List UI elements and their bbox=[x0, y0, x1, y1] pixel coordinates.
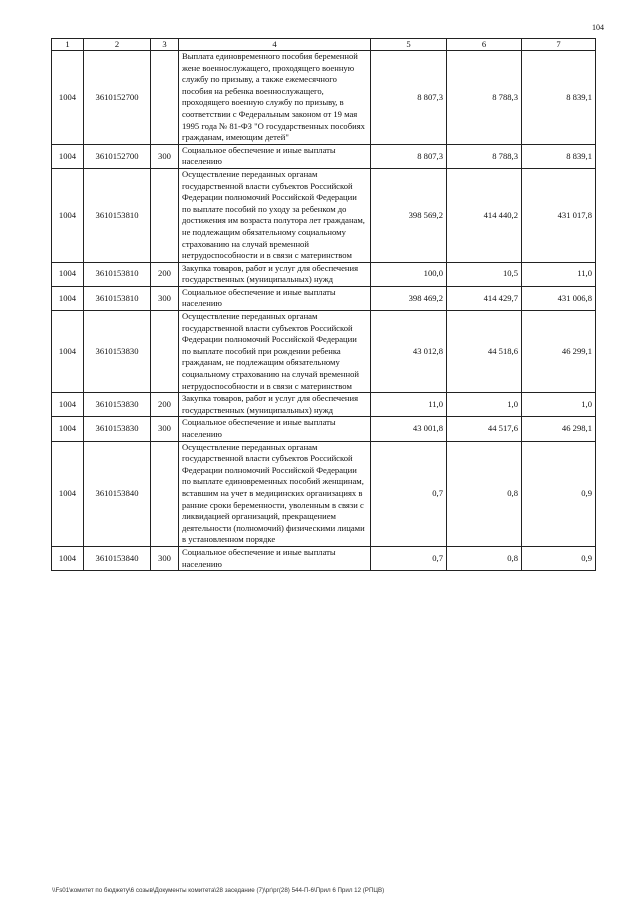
header-col-7: 7 bbox=[522, 39, 596, 51]
amount-year1-cell: 43 001,8 bbox=[371, 417, 447, 441]
table-header-row bbox=[52, 39, 596, 51]
header-col-6: 6 bbox=[447, 39, 522, 51]
table-row bbox=[52, 286, 596, 310]
header-col-3: 3 bbox=[151, 39, 179, 51]
amount-year2-cell: 8 788,3 bbox=[447, 144, 522, 168]
table-row bbox=[52, 168, 596, 262]
page-number: 104 bbox=[592, 23, 604, 32]
expense-type-cell: 300 bbox=[151, 417, 179, 441]
description-cell: Осуществление переданных органам государственной власти субъектов Российской Федерации полномочий Российской Федерации по выплате пособий по уходу за ребенком до достижения им возраста полутора лет гражданам, не подлежащим обязательному социальному страхованию на случай временной нетрудоспособности и в связи с материнством bbox=[179, 168, 371, 262]
target-item-cell: 3610153840 bbox=[84, 546, 151, 570]
target-item-cell: 3610153810 bbox=[84, 168, 151, 262]
table-row bbox=[52, 441, 596, 546]
amount-year3-cell: 8 839,1 bbox=[522, 51, 596, 145]
expense-type-cell bbox=[151, 168, 179, 262]
amount-year1-cell: 11,0 bbox=[371, 393, 447, 417]
amount-year3-cell: 0,9 bbox=[522, 546, 596, 570]
target-item-cell: 3610152700 bbox=[84, 144, 151, 168]
section-code-cell: 1004 bbox=[52, 168, 84, 262]
target-item-cell: 3610153830 bbox=[84, 417, 151, 441]
expense-type-cell bbox=[151, 51, 179, 145]
footer-file-path: \\Fs01\комитет по бюджету\6 созыв\Документы комитета\28 заседание (7)\рг\рг(28) 544-П-6\Прил 6 Прил 12 (РПЦВ) bbox=[52, 887, 385, 894]
section-code-cell: 1004 bbox=[52, 546, 84, 570]
header-col-1: 1 bbox=[52, 39, 84, 51]
amount-year2-cell: 0,8 bbox=[447, 546, 522, 570]
table-row bbox=[52, 51, 596, 145]
table-row bbox=[52, 262, 596, 286]
amount-year1-cell: 8 807,3 bbox=[371, 144, 447, 168]
description-cell: Закупка товаров, работ и услуг для обеспечения государственных (муниципальных) нужд bbox=[179, 393, 371, 417]
target-item-cell: 3610152700 bbox=[84, 51, 151, 145]
description-cell: Социальное обеспечение и иные выплаты населению bbox=[179, 144, 371, 168]
header-col-4: 4 bbox=[179, 39, 371, 51]
table-row bbox=[52, 546, 596, 570]
amount-year1-cell: 398 569,2 bbox=[371, 168, 447, 262]
amount-year3-cell: 8 839,1 bbox=[522, 144, 596, 168]
expense-type-cell: 200 bbox=[151, 393, 179, 417]
amount-year1-cell: 0,7 bbox=[371, 441, 447, 546]
amount-year3-cell: 431 017,8 bbox=[522, 168, 596, 262]
expense-type-cell bbox=[151, 311, 179, 393]
section-code-cell: 1004 bbox=[52, 311, 84, 393]
description-cell: Социальное обеспечение и иные выплаты населению bbox=[179, 286, 371, 310]
amount-year3-cell: 431 006,8 bbox=[522, 286, 596, 310]
target-item-cell: 3610153830 bbox=[84, 393, 151, 417]
section-code-cell: 1004 bbox=[52, 51, 84, 145]
table-row bbox=[52, 393, 596, 417]
description-cell: Осуществление переданных органам государственной власти субъектов Российской Федерации полномочий Российской Федерации по выплате единовременных пособий женщинам, вставшим на учет в медицинских организациях в ранние сроки беременности, уволенным в связи с ликвидацией организаций, прекращением деятельности (полномочий) физическими лицами в установленном порядке bbox=[179, 441, 371, 546]
description-cell: Закупка товаров, работ и услуг для обеспечения государственных (муниципальных) нужд bbox=[179, 262, 371, 286]
amount-year3-cell: 1,0 bbox=[522, 393, 596, 417]
section-code-cell: 1004 bbox=[52, 262, 84, 286]
target-item-cell: 3610153810 bbox=[84, 286, 151, 310]
amount-year2-cell: 44 518,6 bbox=[447, 311, 522, 393]
target-item-cell: 3610153840 bbox=[84, 441, 151, 546]
expense-type-cell bbox=[151, 441, 179, 546]
amount-year2-cell: 44 517,6 bbox=[447, 417, 522, 441]
amount-year1-cell: 43 012,8 bbox=[371, 311, 447, 393]
table-row bbox=[52, 311, 596, 393]
amount-year2-cell: 1,0 bbox=[447, 393, 522, 417]
section-code-cell: 1004 bbox=[52, 441, 84, 546]
budget-table bbox=[51, 38, 596, 571]
table-row bbox=[52, 417, 596, 441]
amount-year3-cell: 0,9 bbox=[522, 441, 596, 546]
amount-year2-cell: 8 788,3 bbox=[447, 51, 522, 145]
expense-type-cell: 200 bbox=[151, 262, 179, 286]
amount-year1-cell: 100,0 bbox=[371, 262, 447, 286]
amount-year2-cell: 0,8 bbox=[447, 441, 522, 546]
header-col-5: 5 bbox=[371, 39, 447, 51]
section-code-cell: 1004 bbox=[52, 393, 84, 417]
amount-year2-cell: 414 429,7 bbox=[447, 286, 522, 310]
description-cell: Осуществление переданных органам государственной власти субъектов Российской Федерации полномочий Российской Федерации по выплате пособий при рождении ребенка гражданам, не подлежащим обязательному социальному страхованию на случай временной нетрудоспособности и в связи с материнством bbox=[179, 311, 371, 393]
target-item-cell: 3610153810 bbox=[84, 262, 151, 286]
amount-year2-cell: 414 440,2 bbox=[447, 168, 522, 262]
amount-year3-cell: 11,0 bbox=[522, 262, 596, 286]
amount-year1-cell: 398 469,2 bbox=[371, 286, 447, 310]
expense-type-cell: 300 bbox=[151, 546, 179, 570]
amount-year3-cell: 46 298,1 bbox=[522, 417, 596, 441]
section-code-cell: 1004 bbox=[52, 286, 84, 310]
table-row bbox=[52, 144, 596, 168]
section-code-cell: 1004 bbox=[52, 144, 84, 168]
amount-year3-cell: 46 299,1 bbox=[522, 311, 596, 393]
description-cell: Социальное обеспечение и иные выплаты населению bbox=[179, 546, 371, 570]
amount-year2-cell: 10,5 bbox=[447, 262, 522, 286]
target-item-cell: 3610153830 bbox=[84, 311, 151, 393]
description-cell: Выплата единовременного пособия беременной жене военнослужащего, проходящего военную службу по призыву, а также ежемесячного пособия на ребенка военнослужащего, проходящего военную службу по призыву, в соответствии с Федеральным законом от 19 мая 1995 года № 81-ФЗ "О государственных пособиях гражданам, имеющим детей" bbox=[179, 51, 371, 145]
amount-year1-cell: 0,7 bbox=[371, 546, 447, 570]
header-col-2: 2 bbox=[84, 39, 151, 51]
amount-year1-cell: 8 807,3 bbox=[371, 51, 447, 145]
description-cell: Социальное обеспечение и иные выплаты населению bbox=[179, 417, 371, 441]
expense-type-cell: 300 bbox=[151, 144, 179, 168]
expense-type-cell: 300 bbox=[151, 286, 179, 310]
section-code-cell: 1004 bbox=[52, 417, 84, 441]
